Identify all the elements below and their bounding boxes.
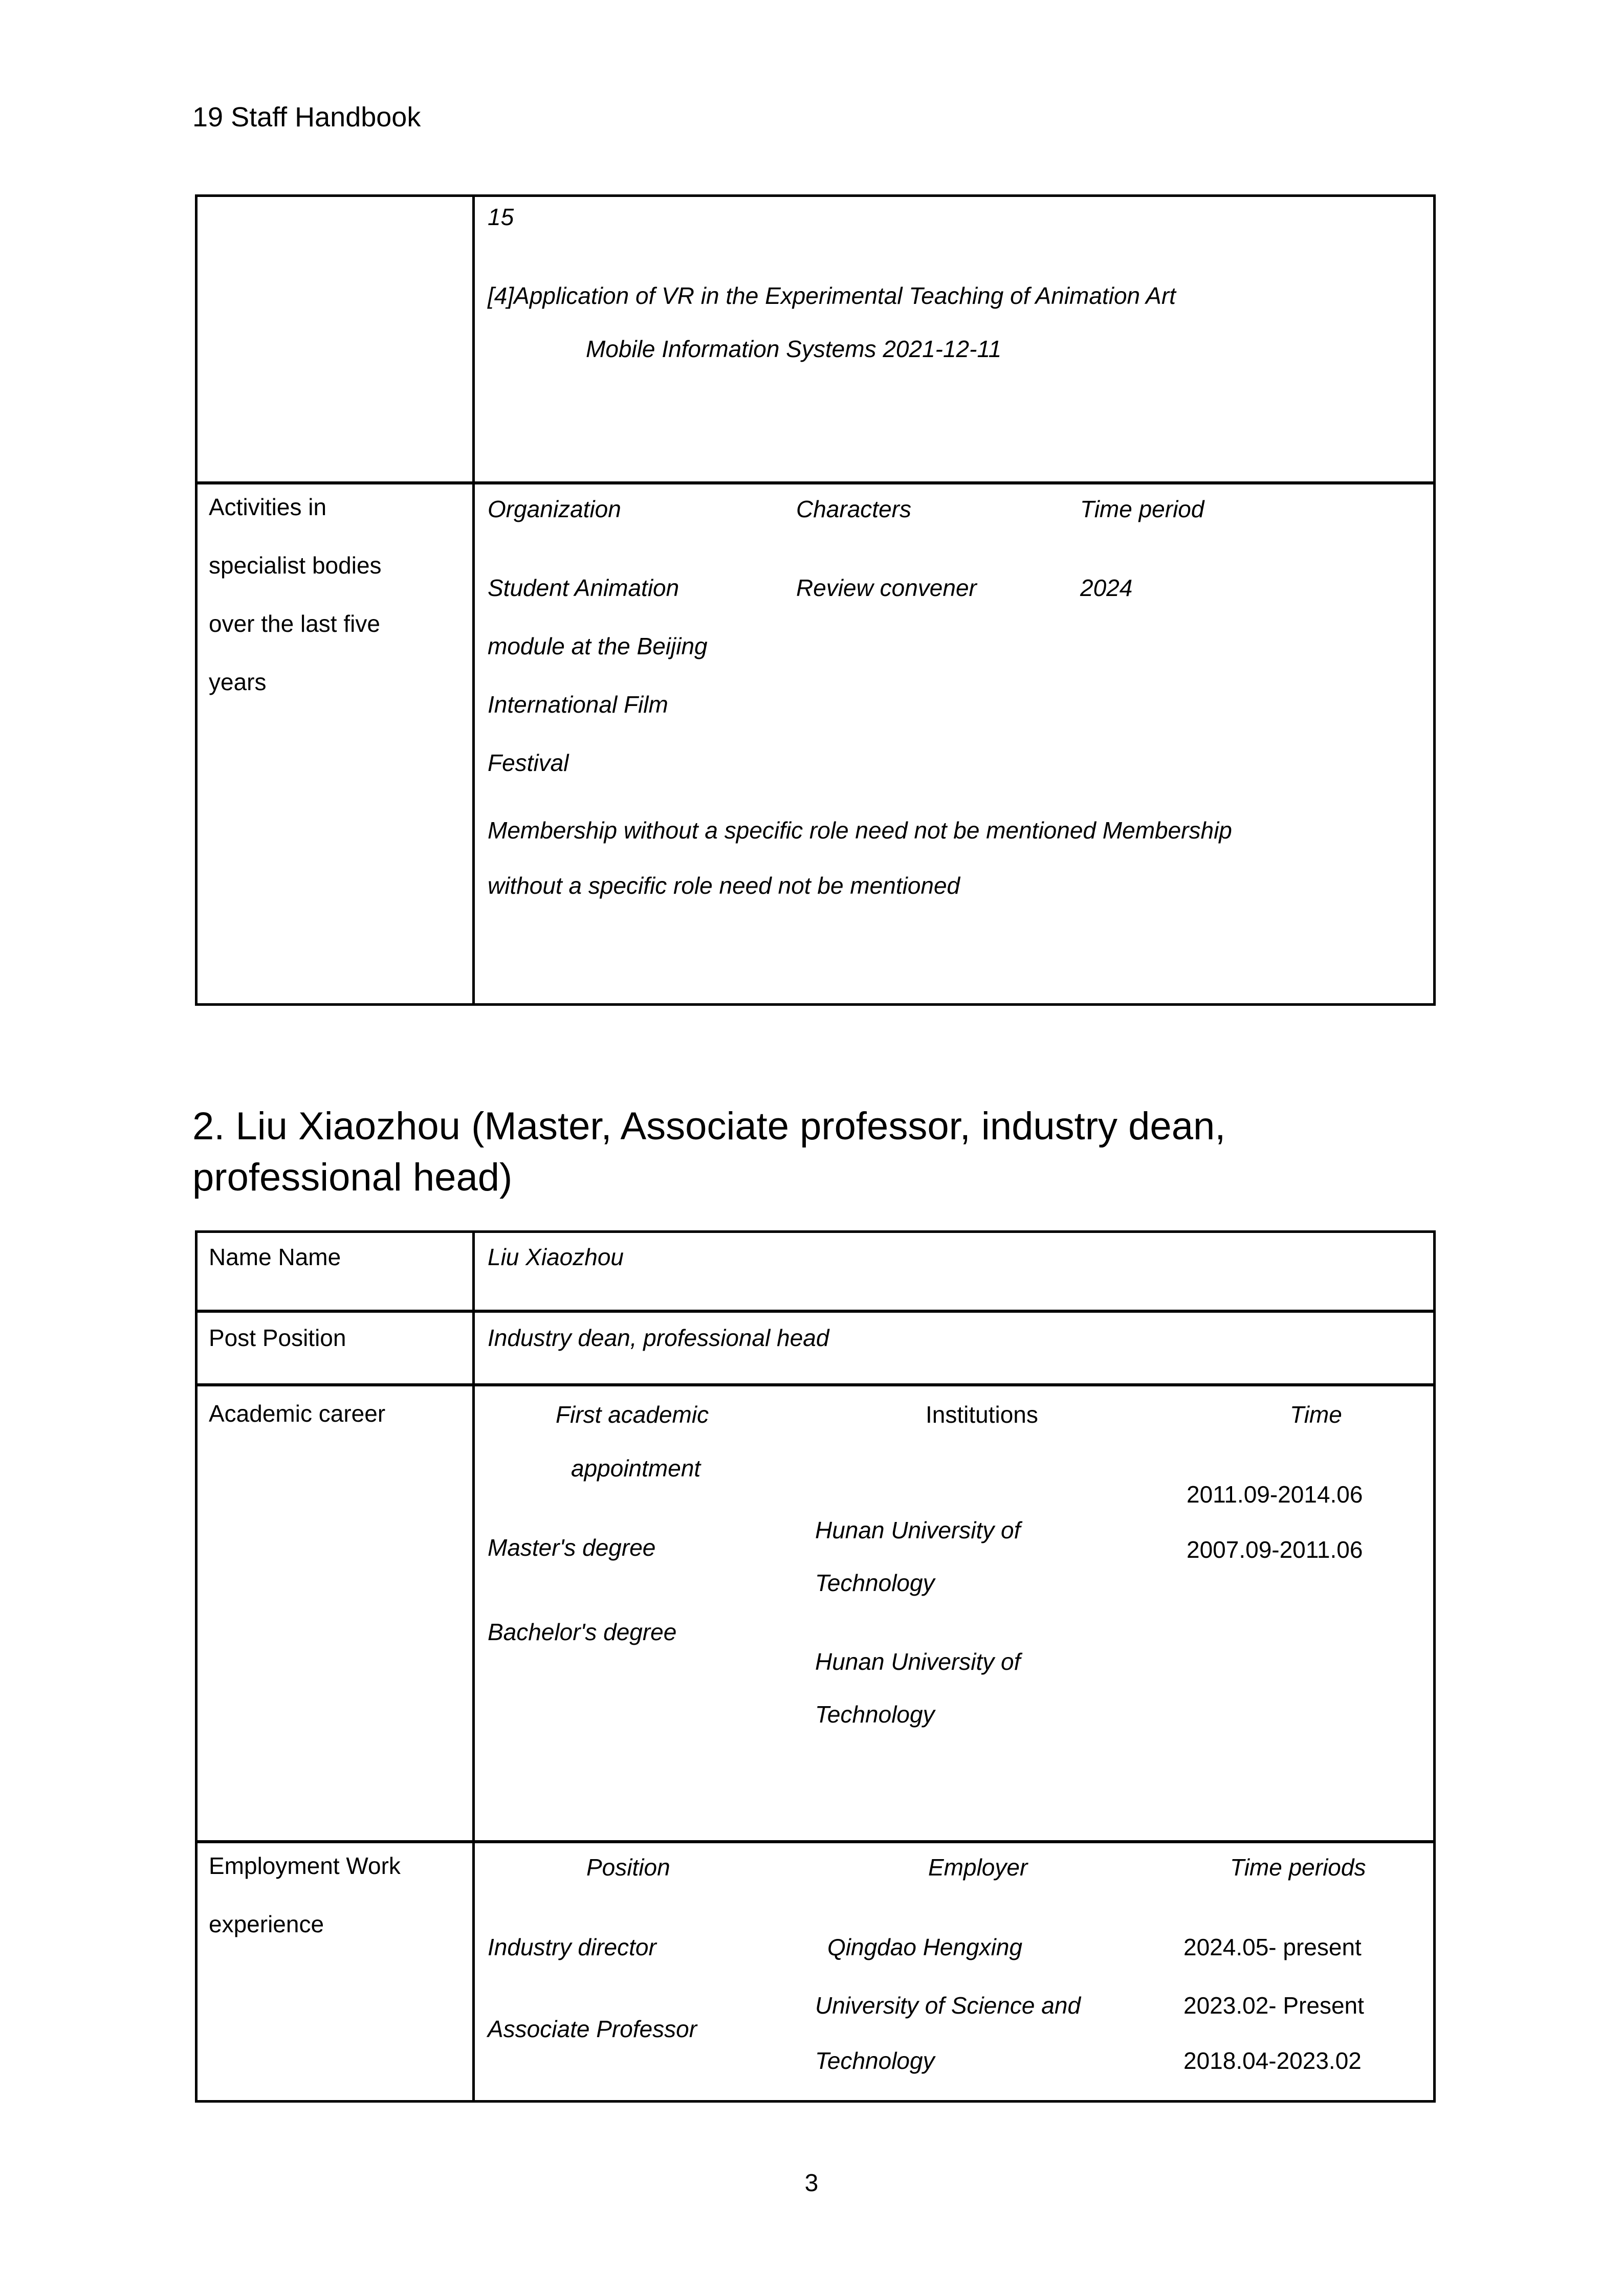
table1-column-divider	[472, 197, 475, 1003]
section-heading-line: professional head)	[192, 1156, 513, 1199]
table2-row-divider	[198, 1383, 1433, 1386]
institution-line: Hunan University of	[815, 1648, 1021, 1675]
employment-position-item: Industry director	[488, 1934, 656, 1960]
publication-title: [4]Application of VR in the Experimental Teaching of Animation Art	[488, 282, 1176, 309]
characters-value: Review convener	[796, 575, 977, 601]
organization-line: module at the Beijing	[488, 633, 708, 659]
time-period-value: 2024	[1080, 575, 1133, 601]
activities-label-line: specialist bodies	[209, 552, 382, 579]
post-value: Industry dean, professional head	[488, 1324, 829, 1351]
academic-time-value: 2007.09-2011.06	[1187, 1536, 1363, 1563]
academic-col-header-time: Time	[1290, 1401, 1342, 1428]
employment-time-value: 2023.02- Present	[1183, 1992, 1364, 2019]
academic-col-header-institutions: Institutions	[926, 1401, 1038, 1428]
organization-line: International Film	[488, 691, 668, 718]
employment-label-line: Employment Work	[209, 1852, 401, 1879]
institution-line: Technology	[815, 1570, 935, 1596]
academic-degree-item: Bachelor's degree	[488, 1619, 677, 1645]
name-label: Name Name	[209, 1244, 341, 1270]
institution-line: Technology	[815, 1701, 935, 1728]
document-header: 19 Staff Handbook	[192, 102, 421, 133]
activities-label-line: Activities in	[209, 494, 327, 520]
employment-time-value: 2018.04-2023.02	[1183, 2047, 1362, 2074]
membership-note-line: without a specific role need not be mentioned	[488, 872, 960, 899]
page-number: 3	[804, 2170, 819, 2197]
table2-row-divider	[198, 1840, 1433, 1843]
activities-label-line: years	[209, 669, 267, 695]
employment-col-header-position: Position	[586, 1854, 670, 1881]
table-staff-profile	[195, 1230, 1436, 2103]
employment-time-value: 2024.05- present	[1183, 1934, 1362, 1960]
employment-col-header-employer: Employer	[928, 1854, 1028, 1881]
table2-row-divider	[198, 1310, 1433, 1313]
column-header-time-period: Time period	[1080, 496, 1204, 522]
membership-note-line: Membership without a specific role need not be mentioned Membership	[488, 817, 1232, 844]
section-heading	[192, 1101, 1225, 1203]
academic-career-label: Academic career	[209, 1400, 386, 1427]
activities-label-line: over the last five	[209, 610, 380, 637]
section-heading-line: 2. Liu Xiaozhou (Master, Associate professor, industry dean,	[192, 1105, 1226, 1148]
table-publications-activities	[195, 194, 1436, 1006]
organization-line: Festival	[488, 749, 569, 776]
employment-col-header-time-periods: Time periods	[1230, 1854, 1366, 1881]
academic-time-value: 2011.09-2014.06	[1187, 1481, 1363, 1508]
publication-journal-date: Mobile Information Systems 2021-12-11	[586, 336, 1002, 362]
table2-column-divider	[472, 1233, 475, 2100]
employment-position-item: Associate Professor	[488, 2016, 697, 2042]
employer-line: Qingdao Hengxing	[827, 1934, 1023, 1960]
organization-line: Student Animation	[488, 575, 679, 601]
academic-degree-item: Master's degree	[488, 1534, 656, 1561]
column-header-organization: Organization	[488, 496, 621, 522]
column-header-characters: Characters	[796, 496, 911, 522]
employer-line: Technology	[815, 2047, 935, 2074]
employment-label-line: experience	[209, 1911, 324, 1937]
name-value: Liu Xiaozhou	[488, 1244, 624, 1270]
table1-row-divider	[198, 481, 1433, 484]
post-label: Post Position	[209, 1324, 346, 1351]
academic-col-header-appointment: First academic	[556, 1401, 709, 1428]
institution-line: Hunan University of	[815, 1517, 1021, 1543]
publication-ref-number: 15	[488, 204, 514, 230]
employer-line: University of Science and	[815, 1992, 1081, 2019]
academic-col-header-appointment: appointment	[571, 1455, 701, 1482]
